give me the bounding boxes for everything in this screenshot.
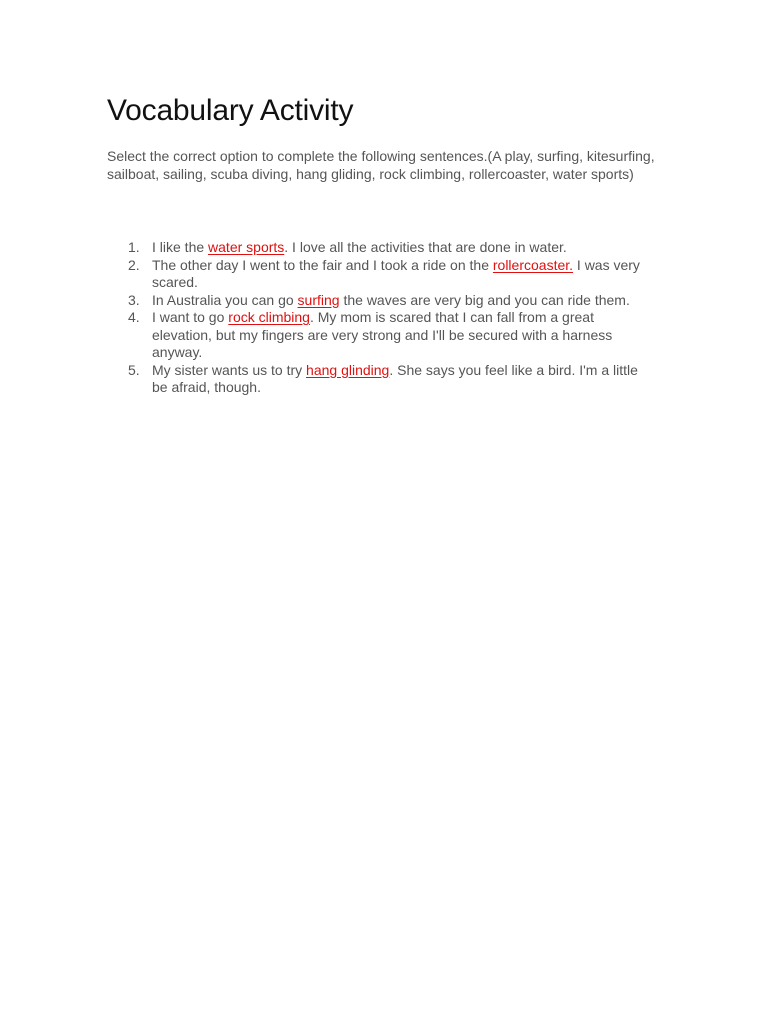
question-number: 3. bbox=[128, 291, 140, 308]
question-item-4 bbox=[107, 309, 657, 362]
document-page bbox=[107, 92, 667, 397]
question-item-3 bbox=[107, 292, 657, 310]
question-item-1 bbox=[107, 239, 657, 257]
question-text-after: I was very scared. bbox=[152, 256, 640, 290]
page-title: Vocabulary Activity bbox=[107, 94, 354, 127]
question-text-after: . I love all the activities that are done in water. bbox=[284, 239, 567, 255]
question-text-after: the waves are very big and you can ride them. bbox=[339, 291, 630, 308]
question-text-after: . She says you feel like a bird. I'm a little be afraid, though. bbox=[152, 361, 638, 395]
question-number: 1. bbox=[128, 239, 140, 255]
question-number: 2. bbox=[128, 256, 140, 273]
question-text-before: I want to go bbox=[152, 309, 229, 325]
answer-text: rollercoaster. bbox=[492, 256, 574, 273]
answer-text: surfing bbox=[297, 291, 340, 308]
question-number: 5. bbox=[128, 361, 140, 378]
answer-text: rock climbing bbox=[228, 309, 310, 325]
question-text-before: I like the bbox=[152, 239, 209, 255]
question-list bbox=[107, 239, 667, 397]
answer-text: water sports bbox=[208, 239, 285, 255]
answer-text: hang glinding bbox=[306, 361, 390, 378]
question-item-5 bbox=[107, 362, 657, 397]
question-text-before: My sister wants us to try bbox=[152, 361, 307, 378]
question-text-after: . My mom is scared that I can fall from a great elevation, but my fingers are very strong and I'll be secured with a harness anyway. bbox=[152, 309, 613, 360]
question-text-before: In Australia you can go bbox=[152, 291, 298, 308]
question-text-before: The other day I went to the fair and I took a ride on the bbox=[152, 256, 493, 273]
question-item-2 bbox=[107, 257, 657, 292]
instructions-text: Select the correct option to complete the following sentences.(A play, surfing, kitesurfing, sailboat, sailing, scuba diving, hang gliding, rock climbing, rollercoaster, water sports) bbox=[107, 148, 655, 182]
question-number: 4. bbox=[128, 309, 140, 325]
